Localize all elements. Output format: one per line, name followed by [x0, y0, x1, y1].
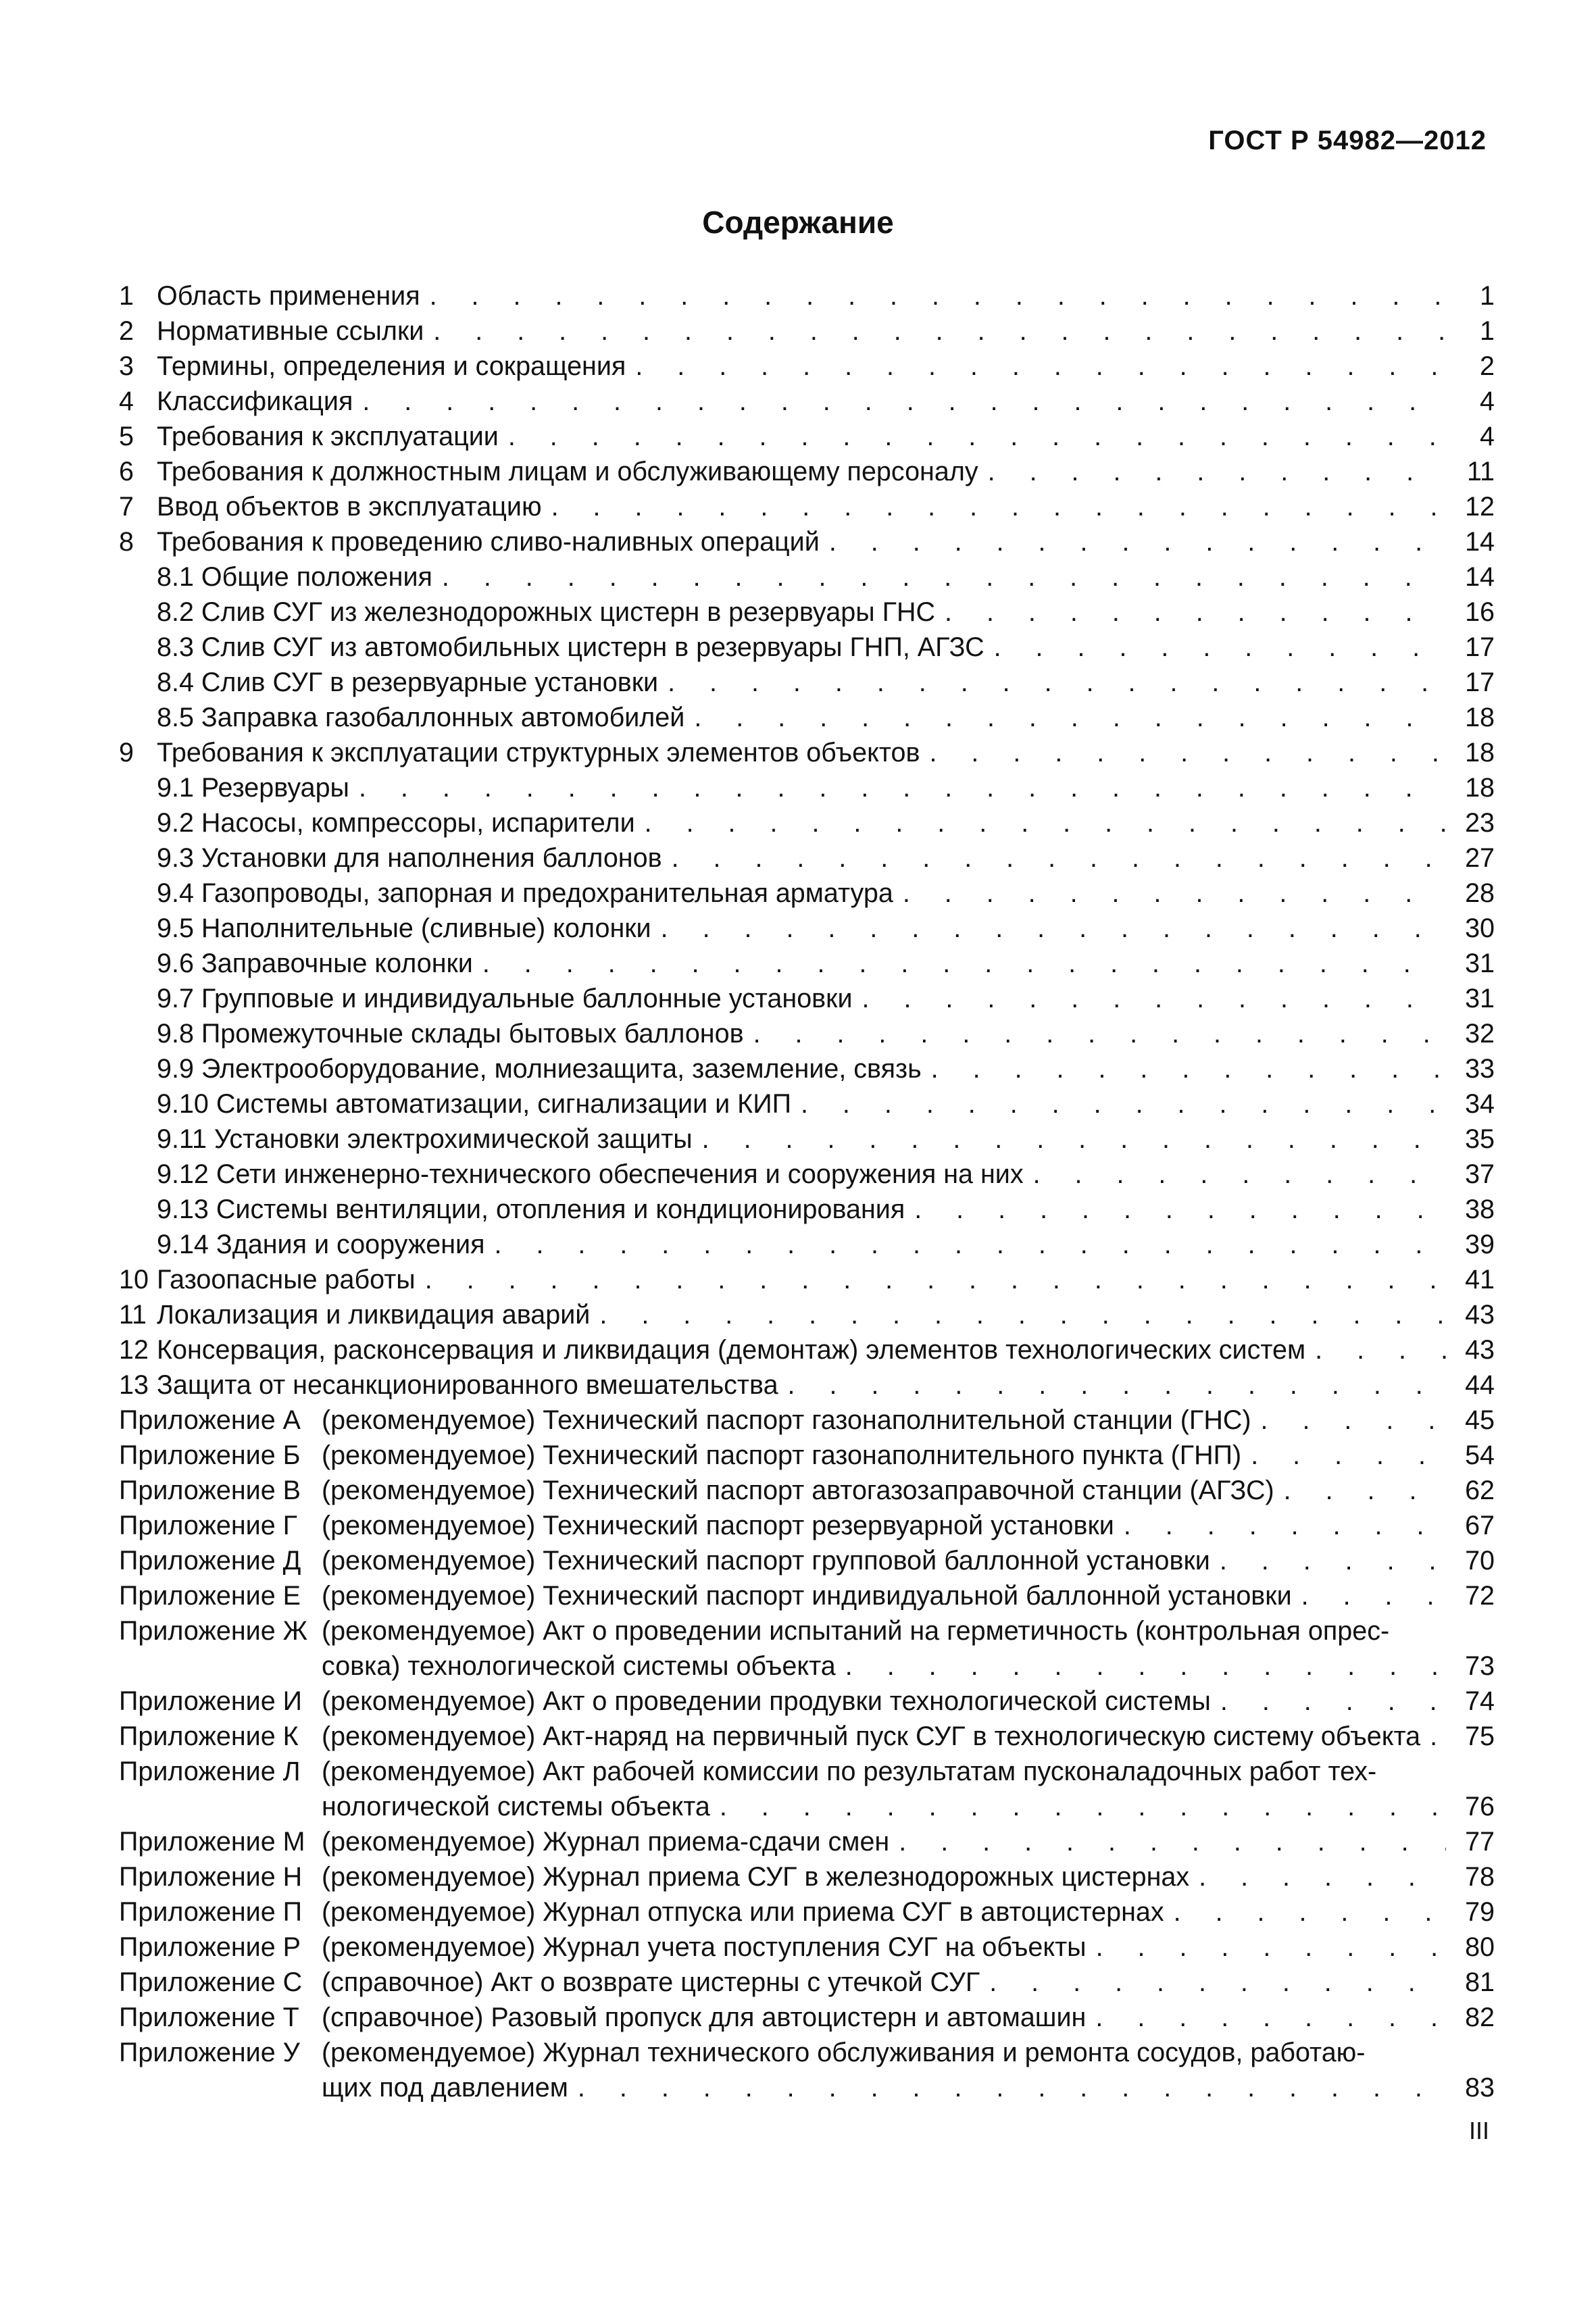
- toc-entry-page: 23: [1465, 808, 1495, 838]
- toc-entry-title-line-2: совка) технологической системы объекта: [322, 1651, 836, 1681]
- toc-entry-body: [322, 1930, 1458, 1965]
- toc-entry-page: 43: [1465, 1335, 1495, 1365]
- dot-leader: [702, 1122, 1446, 1157]
- toc-subsections-8: [119, 559, 1495, 735]
- toc-entry-body: [322, 1473, 1458, 1508]
- toc-entry-body: [157, 805, 1458, 840]
- dot-leader: [1096, 1930, 1446, 1965]
- toc-entry-title: 8.5 Заправка газобаллонных автомобилей: [157, 703, 685, 732]
- toc-appendix-entry: [119, 1894, 1495, 1930]
- toc-appendix-entry: [119, 1438, 1495, 1473]
- toc-entry-title: Защита от несанкционированного вмешательства: [157, 1370, 778, 1400]
- dot-leader: [753, 1016, 1446, 1051]
- dot-leader: [1430, 1719, 1446, 1754]
- toc-entry-body: [322, 1403, 1458, 1438]
- toc-entry-title: Термины, определения и сокращения: [157, 351, 626, 381]
- toc-entry-title: Классификация: [157, 386, 353, 416]
- toc-entry: [119, 1086, 1495, 1122]
- dot-leader: [1033, 1157, 1446, 1192]
- toc-entry-title: (рекомендуемое) Технический паспорт групповой баллонной установки: [322, 1546, 1210, 1576]
- toc-entry-page: 78: [1465, 1862, 1495, 1892]
- dot-leader: [1174, 1894, 1446, 1930]
- toc-entry-page: 37: [1465, 1159, 1495, 1189]
- toc-appendix-entry: [119, 2000, 1495, 2035]
- document-number: ГОСТ Р 54982—2012: [1208, 126, 1487, 155]
- toc-entry-page: 4: [1480, 386, 1495, 416]
- dot-leader: [931, 1051, 1446, 1086]
- toc-entry-title: 8.3 Слив СУГ из автомобильных цистерн в резервуары ГНП, АГЗС: [157, 632, 984, 662]
- toc-entry-title: 9.3 Установки для наполнения баллонов: [157, 843, 662, 873]
- toc-entry-title: Требования к эксплуатации: [157, 422, 499, 451]
- toc-entry: [119, 1122, 1495, 1157]
- dot-leader: [1220, 1543, 1446, 1578]
- toc-entry-body: [157, 559, 1458, 595]
- toc-entry: [119, 911, 1495, 946]
- appendix-label: Приложение П: [119, 1897, 303, 1927]
- toc-entry: [119, 1262, 1495, 1297]
- dot-leader: [1301, 1578, 1446, 1613]
- toc-entry-page: 28: [1465, 878, 1495, 908]
- toc-entry-page: 4: [1480, 422, 1495, 451]
- toc-entry-page: 74: [1465, 1686, 1495, 1716]
- toc-entry-number: 9: [119, 738, 134, 768]
- toc-entry-title: Требования к должностным лицам и обслуживающему персоналу: [157, 457, 978, 486]
- toc-entry-page: 73: [1465, 1651, 1495, 1681]
- toc-entry-title: 9.13 Системы вентиляции, отопления и кондиционирования: [157, 1194, 905, 1224]
- toc-entry-body: [157, 1367, 1458, 1403]
- toc-entry-page: 32: [1465, 1019, 1495, 1049]
- toc-entry-number: 12: [119, 1335, 149, 1365]
- toc-entry: [119, 1297, 1495, 1332]
- toc-entry-body: [157, 278, 1458, 313]
- toc-entry-number: 10: [119, 1265, 149, 1294]
- appendix-label: Приложение Л: [119, 1757, 301, 1786]
- toc-entry-title: 9.12 Сети инженерно-технического обеспечения и сооружения на них: [157, 1159, 1024, 1189]
- toc-appendix-entry: [119, 1930, 1495, 1965]
- toc-appendix-entry: [119, 1859, 1495, 1894]
- toc-entry-title: Консервация, расконсервация и ликвидация (демонтаж) элементов технологических систем: [157, 1335, 1306, 1365]
- toc-entry: [119, 946, 1495, 981]
- appendix-label: Приложение И: [119, 1686, 303, 1716]
- toc-entry-body: [157, 1122, 1458, 1157]
- toc-entry-page: 43: [1465, 1300, 1495, 1330]
- toc-entry-body: [157, 946, 1458, 981]
- toc-entry-title: (рекомендуемое) Журнал приема СУГ в железнодорожных цистернах: [322, 1862, 1190, 1892]
- toc-entry-body: [157, 1332, 1458, 1367]
- dot-leader: [442, 559, 1446, 595]
- toc-entry-body: [157, 981, 1458, 1016]
- appendix-label: Приложение Т: [119, 2003, 299, 2032]
- dot-leader: [694, 700, 1446, 735]
- toc-entry-page: 54: [1465, 1440, 1495, 1470]
- toc-entry-page: 12: [1465, 492, 1495, 522]
- toc-entry-title: 9.2 Насосы, компрессоры, испарители: [157, 808, 635, 838]
- toc-entry-page: 18: [1465, 738, 1495, 768]
- toc-entry-title: (рекомендуемое) Технический паспорт газонаполнительной станции (ГНС): [322, 1405, 1251, 1435]
- toc-entry-body: [157, 1051, 1458, 1086]
- toc-entry-body: [157, 1262, 1458, 1297]
- toc-entry-page: 76: [1465, 1792, 1495, 1821]
- dot-leader: [788, 1367, 1446, 1403]
- dot-leader: [914, 1192, 1446, 1227]
- appendix-label: Приложение У: [119, 2038, 300, 2067]
- toc-entry-title: 8.2 Слив СУГ из железнодорожных цистерн в резервуары ГНС: [157, 597, 936, 627]
- toc-entry: [119, 278, 1495, 313]
- toc-entry: [119, 876, 1495, 911]
- toc-entry-page: 1: [1480, 281, 1495, 311]
- toc-entry: [119, 384, 1495, 419]
- dot-leader: [929, 735, 1446, 770]
- toc-appendix-entry: [119, 1719, 1495, 1754]
- toc-entry-number: 11: [119, 1300, 147, 1330]
- dot-leader: [720, 1789, 1446, 1824]
- toc-entry-title: Ввод объектов в эксплуатацию: [157, 492, 542, 522]
- toc-appendix-entry: [119, 1403, 1495, 1438]
- toc-entry-body: [157, 524, 1458, 559]
- dot-leader: [1284, 1473, 1446, 1508]
- appendix-label: Приложение Е: [119, 1581, 301, 1611]
- toc-entry-page: 34: [1465, 1089, 1495, 1119]
- toc-entry-title: 9.14 Здания и сооружения: [157, 1230, 485, 1259]
- appendix-label: Приложение Д: [119, 1546, 301, 1576]
- toc-entry-title: 9.1 Резервуары: [157, 773, 349, 803]
- appendix-label: Приложение Р: [119, 1932, 301, 1962]
- toc-entry-title-line-1: (рекомендуемое) Журнал технического обслуживания и ремонта сосудов, работаю-: [322, 2038, 1366, 2067]
- toc-entry-title: Нормативные ссылки: [157, 316, 424, 346]
- toc-entry-title: 9.7 Групповые и индивидуальные баллонные установки: [157, 984, 853, 1013]
- table-of-contents: [119, 278, 1495, 2105]
- toc-entry-body: [157, 313, 1458, 349]
- toc-entry-body: [157, 840, 1458, 876]
- toc-entry-page: 1: [1480, 316, 1495, 346]
- toc-entry-title: Требования к проведению сливо-наливных операций: [157, 527, 820, 557]
- toc-appendix-entry: [119, 1578, 1495, 1613]
- toc-appendix-entry: [119, 1473, 1495, 1508]
- toc-entry-title: Область применения: [157, 281, 420, 311]
- toc-entry-title: Газоопасные работы: [157, 1265, 416, 1294]
- toc-entry-title: 8.4 Слив СУГ в резервуарные установки: [157, 668, 659, 697]
- toc-entry-number: 1: [119, 281, 134, 311]
- toc-entry-title: 9.11 Установки электрохимической защиты: [157, 1124, 693, 1154]
- toc-entry-number: 8: [119, 527, 134, 557]
- dot-leader: [635, 349, 1446, 384]
- toc-entry-title-line-2: щих под давлением: [322, 2073, 568, 2103]
- appendix-label: Приложение Ж: [119, 1616, 308, 1646]
- toc-entry-title: 9.10 Системы автоматизации, сигнализации и КИП: [157, 1089, 791, 1119]
- dot-leader: [845, 1649, 1446, 1684]
- toc-entry-page: 18: [1465, 703, 1495, 732]
- toc-entry: [119, 1332, 1495, 1367]
- toc-entry: [119, 524, 1495, 559]
- toc-entry-page: 2: [1480, 351, 1495, 381]
- toc-entry-page: 82: [1465, 2003, 1495, 2032]
- toc-entry-body: [322, 1543, 1458, 1578]
- toc-entry-body: [157, 700, 1458, 735]
- toc-entry-page: 70: [1465, 1546, 1495, 1576]
- toc-entry-page: 41: [1465, 1265, 1495, 1294]
- toc-entry-title: Требования к эксплуатации структурных элементов объектов: [157, 738, 920, 768]
- dot-leader: [1251, 1438, 1446, 1473]
- toc-entry-page: 27: [1465, 843, 1495, 873]
- toc-entry-title: 8.1 Общие положения: [157, 562, 432, 592]
- toc-entry-title: Локализация и ликвидация аварий: [157, 1300, 591, 1330]
- appendix-label: Приложение Б: [119, 1440, 301, 1470]
- toc-entry-body: [157, 1227, 1458, 1262]
- dot-leader: [578, 2070, 1446, 2105]
- toc-entry: [119, 1227, 1495, 1262]
- toc-entry-body: [157, 665, 1458, 700]
- toc-entry: [119, 313, 1495, 349]
- toc-appendix-entry: [119, 1508, 1495, 1543]
- toc-entry-page: 31: [1465, 949, 1495, 978]
- toc-sections-continued: [119, 1262, 1495, 1403]
- toc-entry-body: [322, 1508, 1458, 1543]
- toc-entry: [119, 489, 1495, 524]
- appendix-label: Приложение К: [119, 1721, 299, 1751]
- toc-entry-page: 31: [1465, 984, 1495, 1013]
- dot-leader: [1199, 1859, 1446, 1894]
- toc-entry: [119, 840, 1495, 876]
- toc-entry-body: [157, 1157, 1458, 1192]
- toc-entry-page: 80: [1465, 1932, 1495, 1962]
- toc-appendix-entry: [119, 1965, 1495, 2000]
- appendix-label: Приложение М: [119, 1827, 305, 1857]
- toc-appendices-2: [119, 1684, 1495, 1754]
- toc-entry-title: (рекомендуемое) Журнал приема-сдачи смен: [322, 1827, 890, 1857]
- toc-entry: [119, 1016, 1495, 1051]
- toc-entry-page: 75: [1465, 1721, 1495, 1751]
- toc-entry-number: 2: [119, 316, 134, 346]
- toc-entry-page: 77: [1465, 1827, 1495, 1857]
- toc-appendix-entry: [119, 2035, 1495, 2105]
- toc-entry: [119, 981, 1495, 1016]
- toc-entry-page: 45: [1465, 1405, 1495, 1435]
- toc-entry-page: 38: [1465, 1194, 1495, 1224]
- toc-entry-number: 5: [119, 422, 134, 451]
- dot-leader: [425, 1262, 1446, 1297]
- toc-appendices: [119, 1403, 1495, 1613]
- toc-appendix-entry: [119, 1543, 1495, 1578]
- toc-appendix-entry: [119, 1824, 1495, 1859]
- toc-entry: [119, 1192, 1495, 1227]
- toc-entry-body: [157, 419, 1458, 454]
- dot-leader: [801, 1086, 1446, 1122]
- dot-leader: [668, 665, 1446, 700]
- toc-entry-page: 30: [1465, 913, 1495, 943]
- toc-entry-body: [322, 1578, 1458, 1613]
- dot-leader: [551, 489, 1446, 524]
- toc-entry-title: (справочное) Акт о возврате цистерны с утечкой СУГ: [322, 1967, 980, 1997]
- dot-leader: [988, 454, 1446, 489]
- toc-entry: [119, 454, 1495, 489]
- toc-entry-body: [157, 1016, 1458, 1051]
- toc-entry: [119, 1051, 1495, 1086]
- toc-entry-page: 11: [1466, 457, 1495, 486]
- toc-entry-page: 18: [1465, 773, 1495, 803]
- toc-sections: [119, 278, 1495, 559]
- toc-entry-page: 16: [1465, 597, 1495, 627]
- toc-entry: [119, 665, 1495, 700]
- dot-leader: [362, 384, 1446, 419]
- toc-entry: [119, 770, 1495, 805]
- toc-entry-page: 14: [1465, 527, 1495, 557]
- toc-entry-page: 72: [1465, 1581, 1495, 1611]
- page-number: III: [1468, 2117, 1489, 2144]
- toc-entry-page: 39: [1465, 1230, 1495, 1259]
- dot-leader: [359, 770, 1446, 805]
- toc-entry-page: 62: [1465, 1476, 1495, 1505]
- dot-leader: [1124, 1508, 1446, 1543]
- toc-entry-title: (рекомендуемое) Технический паспорт газонаполнительного пункта (ГНП): [322, 1440, 1242, 1470]
- dot-leader: [482, 946, 1446, 981]
- toc-entry-number: 6: [119, 457, 134, 486]
- dot-leader: [862, 981, 1446, 1016]
- toc-entry-body: [322, 1859, 1458, 1894]
- toc-entry-title: (рекомендуемое) Технический паспорт индивидуальной баллонной установки: [322, 1581, 1292, 1611]
- toc-appendix-entry: [119, 1684, 1495, 1719]
- dot-leader: [1220, 1684, 1446, 1719]
- toc-entry-title: 9.8 Промежуточные склады бытовых баллонов: [157, 1019, 744, 1049]
- toc-entry: [119, 559, 1495, 595]
- toc-entry-body: [322, 1894, 1458, 1930]
- toc-entry-title: (рекомендуемое) Журнал отпуска или приема СУГ в автоцистернах: [322, 1897, 1164, 1927]
- toc-entry-body: [322, 2000, 1458, 2035]
- toc-entry-title: 9.9 Электрооборудование, молниезащита, заземление, связь: [157, 1054, 922, 1084]
- toc-entry-title: (рекомендуемое) Технический паспорт автогазозаправочной станции (АГЗС): [322, 1476, 1274, 1505]
- toc-entry-body: [157, 630, 1458, 665]
- toc-entry-body: [322, 1438, 1458, 1473]
- toc-entry-body: [322, 1684, 1458, 1719]
- toc-entry-body: [157, 349, 1458, 384]
- toc-entry-body: [157, 770, 1458, 805]
- toc-entry-page: 79: [1465, 1897, 1495, 1927]
- toc-entry-number: 4: [119, 386, 134, 416]
- toc-entry-body: [157, 595, 1458, 630]
- toc-entry-body: [157, 1297, 1458, 1332]
- toc-appendices-3: [119, 1824, 1495, 2035]
- dot-leader: [989, 1965, 1446, 2000]
- toc-entry-number: 7: [119, 492, 134, 522]
- toc-entry: [119, 735, 1495, 770]
- appendix-label: Приложение В: [119, 1476, 301, 1505]
- dot-leader: [903, 876, 1446, 911]
- appendix-label: Приложение С: [119, 1967, 303, 1997]
- dot-leader: [1095, 2000, 1446, 2035]
- dot-leader: [994, 630, 1446, 665]
- toc-entry-body: [157, 384, 1458, 419]
- toc-entry: [119, 1157, 1495, 1192]
- dot-leader: [599, 1297, 1446, 1332]
- toc-entry-page: 83: [1465, 2073, 1495, 2103]
- dot-leader: [661, 911, 1446, 946]
- toc-entry-title-line-1: (рекомендуемое) Акт о проведении испытаний на герметичность (контрольная опрес-: [322, 1616, 1390, 1646]
- dot-leader: [899, 1824, 1446, 1859]
- toc-entry-body: [157, 454, 1458, 489]
- toc-entry: [119, 630, 1495, 665]
- toc-entry-title: 9.6 Заправочные колонки: [157, 949, 473, 978]
- toc-entry-title: (рекомендуемое) Акт о проведении продувки технологической системы: [322, 1686, 1211, 1716]
- toc-entry: [119, 349, 1495, 384]
- toc-entry-title: (рекомендуемое) Журнал учета поступления СУГ на объекты: [322, 1932, 1087, 1962]
- dot-leader: [1261, 1403, 1446, 1438]
- toc-entry-body: [157, 1086, 1458, 1122]
- toc-entry-page: 81: [1465, 1967, 1495, 1997]
- toc-entry: [119, 700, 1495, 735]
- toc-subsections-9: [119, 770, 1495, 1262]
- toc-entry-title: (рекомендуемое) Акт-наряд на первичный пуск СУГ в технологическую систему объекта: [322, 1721, 1421, 1751]
- toc-entry-body: [157, 489, 1458, 524]
- dot-leader: [645, 805, 1446, 840]
- appendix-label: Приложение Н: [119, 1862, 303, 1892]
- toc-entry-body: [157, 876, 1458, 911]
- toc-entry-page: 14: [1465, 562, 1495, 592]
- toc-entry-title: (рекомендуемое) Технический паспорт резервуарной установки: [322, 1511, 1114, 1540]
- toc-entry-page: 17: [1465, 668, 1495, 697]
- toc-entry-title: (справочное) Разовый пропуск для автоцистерн и автомашин: [322, 2003, 1087, 2032]
- dot-leader: [433, 313, 1446, 349]
- toc-appendix-entry: [119, 1754, 1495, 1824]
- toc-entry-body: [322, 1719, 1458, 1754]
- page-title: Содержание: [702, 205, 894, 240]
- appendix-label: Приложение А: [119, 1405, 301, 1435]
- toc-entry-body: [157, 1192, 1458, 1227]
- toc-entry-body: [157, 911, 1458, 946]
- dot-leader: [508, 419, 1446, 454]
- toc-entry-page: 44: [1465, 1370, 1495, 1400]
- dot-leader: [829, 524, 1446, 559]
- dot-leader: [495, 1227, 1446, 1262]
- toc-entry-page: 35: [1465, 1124, 1495, 1154]
- toc-entry: [119, 805, 1495, 840]
- toc-entry-page: 67: [1465, 1511, 1495, 1540]
- dot-leader: [672, 840, 1446, 876]
- toc-entry-body: [322, 1965, 1458, 2000]
- toc-entry-title: 9.4 Газопроводы, запорная и предохранительная арматура: [157, 878, 893, 908]
- toc-entry: [119, 1367, 1495, 1403]
- toc-entry-title-line-1: (рекомендуемое) Акт рабочей комиссии по результатам пусконаладочных работ тех-: [322, 1757, 1377, 1786]
- toc-entry-title: 9.5 Наполнительные (сливные) колонки: [157, 913, 651, 943]
- toc-entry-page: 17: [1465, 632, 1495, 662]
- dot-leader: [945, 595, 1446, 630]
- toc-entry: [119, 595, 1495, 630]
- toc-entry-number: 13: [119, 1370, 149, 1400]
- toc-entry-body: [322, 1824, 1458, 1859]
- appendix-label: Приложение Г: [119, 1511, 298, 1540]
- toc-entry: [119, 419, 1495, 454]
- dot-leader: [1315, 1332, 1446, 1367]
- toc-entry-number: 3: [119, 351, 134, 381]
- dot-leader: [430, 278, 1446, 313]
- toc-appendix-entry: [119, 1613, 1495, 1684]
- toc-entry-title-line-2: нологической системы объекта: [322, 1792, 710, 1821]
- toc-entry-page: 33: [1465, 1054, 1495, 1084]
